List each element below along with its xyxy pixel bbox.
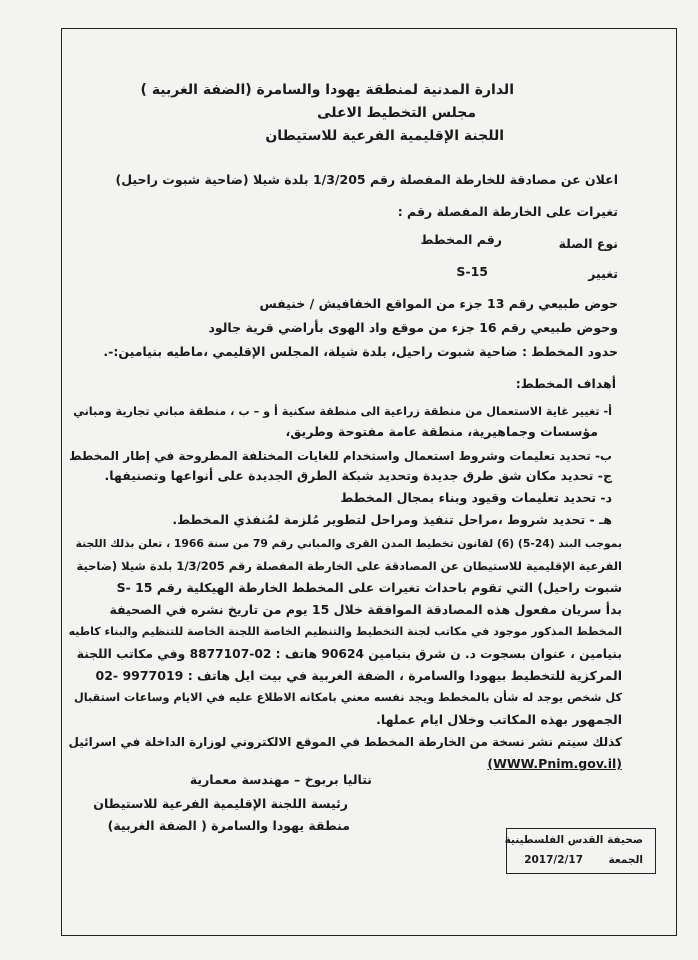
newspaper-name: صحيفة القدس الفلسطينية (504, 834, 643, 846)
header-planning-council: مجلس التخطيط الاعلى (317, 105, 476, 121)
row-relation-type: تغيير (588, 266, 618, 281)
header-settlement-committee: اللجنة الإقليمية الفرعية للاستيطان (265, 128, 504, 144)
header-civil-administration: الدارة المدنية لمنطقة يهودا والسامرة (الضفة الغربية ) (140, 82, 514, 98)
goal-c: ج- تحديد مكان شق طرق جديدة وتحديد شبكة الطرق الجديدة على أنواعها وتصنيفها. (104, 468, 612, 483)
body-line-3: شبوت راحيل) التي تقوم باحداث تغيرات على المخطط الخارطة الهيكلية رقم S- 15 (116, 580, 622, 595)
body-line-7: المركزية للتخطيط بيهودا والسامرة ، الضفة الغربية في بيت ايل هاتف : 9977019 -02 (95, 668, 622, 683)
row-plan-number: S-15 (456, 264, 488, 279)
goal-a-line2: مؤسسات وجماهيرية، منطقة عامة مفتوحة وطريق، (285, 424, 598, 439)
announcement-title: اعلان عن مصادقة للخارطة المفصلة رقم 1/3/205 بلدة شيلا (ضاحية شبوت راحيل) (115, 172, 618, 187)
goal-d: د- تحديد تعليمات وقيود وبناء بمجال المخطط (340, 490, 612, 505)
changes-label: تغيرات على الخارطة المفصلة رقم : (397, 204, 618, 219)
goal-a-line1: أ- تغيير غاية الاستعمال من منطقة زراعية الى منطقة سكنية أ و – ب ، منطقة مباني تجارية ومباني (73, 405, 612, 418)
column-plan-number: رقم المخطط (420, 232, 502, 247)
publication-day: الجمعة (608, 854, 643, 866)
body-line-8: كل شخص يوجد له شأن بالمخطط ويجد نفسه معني بامكانه الاطلاع عليه في الايام وساعات استقبال (73, 691, 622, 704)
body-line-10: كذلك سيتم نشر نسخة من الخارطة المخطط في الموقع الالكتروني لوزارة الداخلة في اسرائيل (68, 735, 622, 749)
signature-name: نتاليا بربوخ – مهندسة معمارية (189, 772, 372, 787)
goal-e: هـ - تحديد شروط ،مراحل تنفيذ ومراحل لتطوير مُلزمة لمُنفذي المخطط. (172, 512, 612, 527)
website-link[interactable]: (WWW.Pnim.gov.il) (487, 756, 622, 771)
body-line-5: المخطط المذكور موجود في مكاتب لجنة التخطيط والتنظيم الخاصة اللجنة الخاصة للتنظيم والبناء كاطيه (68, 625, 622, 638)
body-line-6: بنيامين ، عنوان بسجوت د. ن شرق بنيامين 90624 هاتف : 02-8877107 وفي مكاتب اللجنة (76, 647, 622, 661)
nature-basin-13: حوض طبيعي رقم 13 جزء من المواقع الخفافيش / خنيفس (259, 296, 618, 311)
body-line-2: الفرعية الإقليمية للاستيطان عن المصادقة على الخارطة المفصلة رقم 1/3/205 بلدة شيلا (ضاحية (76, 559, 622, 573)
body-line-9: الجمهور بهذه المكاتب وخلال ايام عملها. (376, 712, 622, 727)
signature-region: منطقة يهودا والسامرة ( الضفة الغربية) (107, 818, 350, 833)
signature-title: رئيسة اللجنة الإقليمية الفرعية للاستيطان (93, 796, 348, 811)
body-line-4: بدأ سريان مفعول هذه المصادقة الموافقة خلال 15 يوم من تاريخ نشره في الصحيفة (109, 602, 622, 617)
goals-heading: أهداف المخطط: (515, 376, 616, 391)
newspaper-source-box (506, 828, 656, 874)
body-line-1: بموجب البند (24-5) (6) لقانون تخطيط المدن القرى والمباني رقم 79 من سنة 1966 ، تعلن بذلك اللجنة (75, 537, 622, 550)
nature-basin-16: وحوض طبيعي رقم 16 جزء من موقع واد الهوى بأراضي قرية جالود (208, 320, 618, 335)
goal-b: ب- تحديد تعليمات وشروط استعمال واستخدام للغايات المختلفة المطروحة في إطار المخطط (69, 449, 612, 463)
plan-borders: حدود المخطط : ضاحية شبوت راحيل، بلدة شيلة، المجلس الإقليمي ،ماطيه بنيامين:-. (103, 344, 618, 359)
column-relation-type: نوع الصلة (558, 236, 618, 251)
publication-date: 2017/2/17 (524, 854, 583, 866)
